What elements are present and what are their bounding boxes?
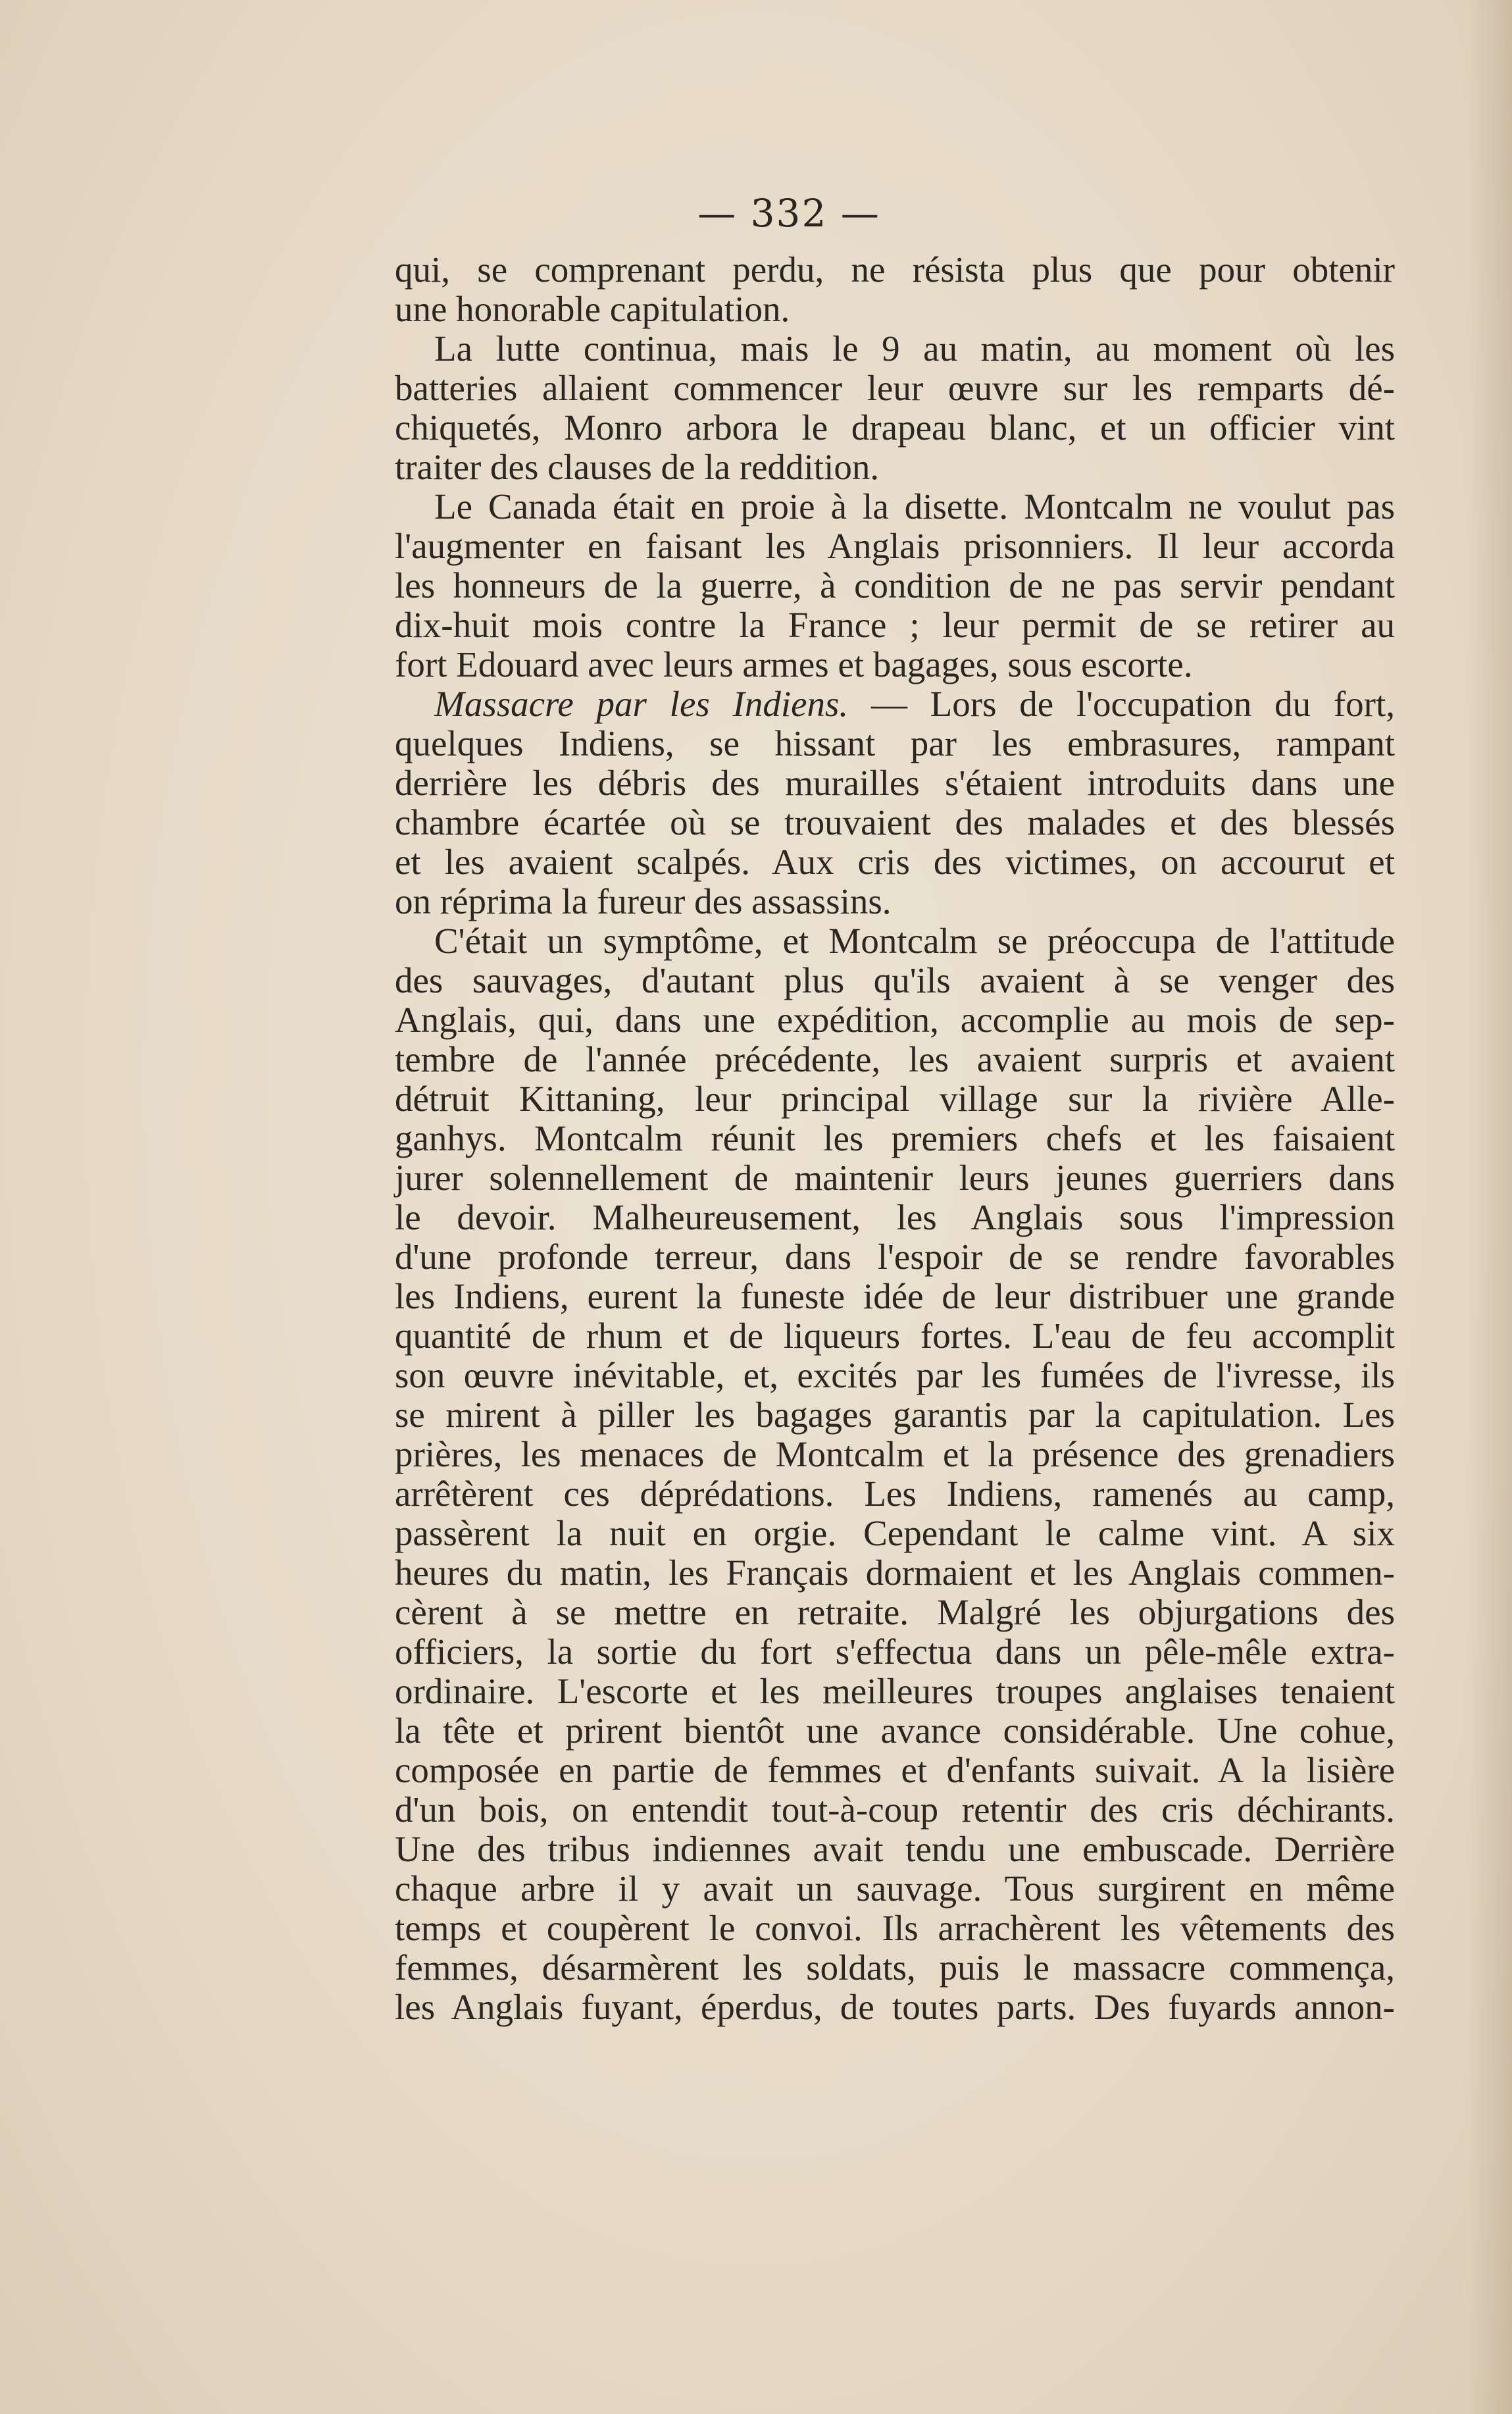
- text-line: officiers, la sortie du fort s'effectua dans un pêle-mêle extra-: [395, 1631, 1395, 1672]
- text-line: arrêtèrent ces déprédations. Les Indiens, ramenés au camp,: [395, 1474, 1395, 1514]
- text-line: chambre écartée où se trouvaient des malades et des blessés: [395, 802, 1395, 842]
- text-line: Anglais, qui, dans une expédition, accomplie au mois de sep-: [395, 1000, 1395, 1040]
- text-line: les honneurs de la guerre, à condition de ne pas servir pendant: [395, 565, 1395, 605]
- text-line: composée en partie de femmes et d'enfants suivait. A la lisière: [395, 1750, 1395, 1790]
- text-line: prières, les menaces de Montcalm et la présence des grenadiers: [395, 1434, 1395, 1474]
- text-line: les Indiens, eurent la funeste idée de leur distribuer une grande: [395, 1276, 1395, 1316]
- text-line: fort Edouard avec leurs armes et bagages, sous escorte.: [395, 644, 1193, 684]
- text-line: heures du matin, les Français dormaient et les Anglais commen-: [395, 1553, 1395, 1593]
- section-heading-italic: Massacre par les Indiens.: [434, 684, 849, 724]
- text-line: C'était un symptôme, et Montcalm se préoccupa de l'attitude: [434, 921, 1395, 961]
- text-line: détruit Kittaning, leur principal village sur la rivière Alle-: [395, 1079, 1395, 1119]
- page-number: — 332 —: [697, 191, 880, 236]
- text-line: l'augmenter en faisant les Anglais prisonniers. Il leur accorda: [395, 526, 1395, 566]
- text-line: quelques Indiens, se hissant par les embrasures, rampant: [395, 723, 1395, 763]
- text-line: d'une profonde terreur, dans l'espoir de se rendre favorables: [395, 1237, 1395, 1277]
- text-line: tembre de l'année précédente, les avaient surpris et avaient: [395, 1039, 1395, 1079]
- text-line: le devoir. Malheureusement, les Anglais sous l'impression: [395, 1197, 1395, 1237]
- text-line: ordinaire. L'escorte et les meilleures troupes anglaises tenaient: [395, 1671, 1395, 1711]
- text-line: chaque arbre il y avait un sauvage. Tous surgirent en même: [395, 1868, 1395, 1909]
- body-text: [395, 250, 1395, 2027]
- text-line: batteries allaient commencer leur œuvre sur les remparts dé-: [395, 368, 1395, 408]
- text-line: derrière les débris des murailles s'étaient introduits dans une: [395, 763, 1395, 803]
- text-line: dix-huit mois contre la France ; leur permit de se retirer au: [395, 605, 1395, 645]
- text-line: qui, se comprenant perdu, ne résista plus que pour obtenir: [395, 249, 1395, 290]
- text-line: La lutte continua, mais le 9 au matin, au moment où les: [434, 328, 1395, 369]
- text-line: jurer solennellement de maintenir leurs jeunes guerriers dans: [395, 1158, 1395, 1198]
- text-line: Une des tribus indiennes avait tendu une embuscade. Derrière: [395, 1829, 1395, 1869]
- text-line-rest: — Lors de l'occupation du fort,: [848, 684, 1395, 724]
- page-edge-shadow: [1466, 0, 1512, 2414]
- text-line: cèrent à se mettre en retraite. Malgré les objurgations des: [395, 1592, 1395, 1632]
- text-line: ganhys. Montcalm réunit les premiers chefs et les faisaient: [395, 1118, 1395, 1158]
- text-line: son œuvre inévitable, et, excités par les fumées de l'ivresse, ils: [395, 1355, 1395, 1395]
- text-line: une honorable capitulation.: [395, 289, 790, 329]
- text-line: [395, 684, 1395, 724]
- text-line: on réprima la fureur des assassins.: [395, 881, 892, 921]
- text-line: traiter des clauses de la reddition.: [395, 447, 880, 487]
- text-line: temps et coupèrent le convoi. Ils arrachèrent les vêtements des: [395, 1908, 1395, 1948]
- text-line: la tête et prirent bientôt une avance considérable. Une cohue,: [395, 1710, 1395, 1751]
- text-line: se mirent à piller les bagages garantis par la capitulation. Les: [395, 1395, 1395, 1435]
- text-line: d'un bois, on entendit tout-à-coup retentir des cris déchirants.: [395, 1789, 1395, 1830]
- text-line: chiquetés, Monro arbora le drapeau blanc, et un officier vint: [395, 407, 1395, 448]
- text-line: et les avaient scalpés. Aux cris des victimes, on accourut et: [395, 842, 1395, 882]
- text-line: des sauvages, d'autant plus qu'ils avaient à se venger des: [395, 960, 1395, 1000]
- text-line: Le Canada était en proie à la disette. Montcalm ne voulut pas: [434, 486, 1395, 526]
- text-line: passèrent la nuit en orgie. Cependant le calme vint. A six: [395, 1513, 1395, 1553]
- text-line: les Anglais fuyant, éperdus, de toutes parts. Des fuyards annon-: [395, 1987, 1395, 2027]
- text-line: femmes, désarmèrent les soldats, puis le massacre commença,: [395, 1947, 1395, 1988]
- text-line: quantité de rhum et de liqueurs fortes. L'eau de feu accomplit: [395, 1316, 1395, 1356]
